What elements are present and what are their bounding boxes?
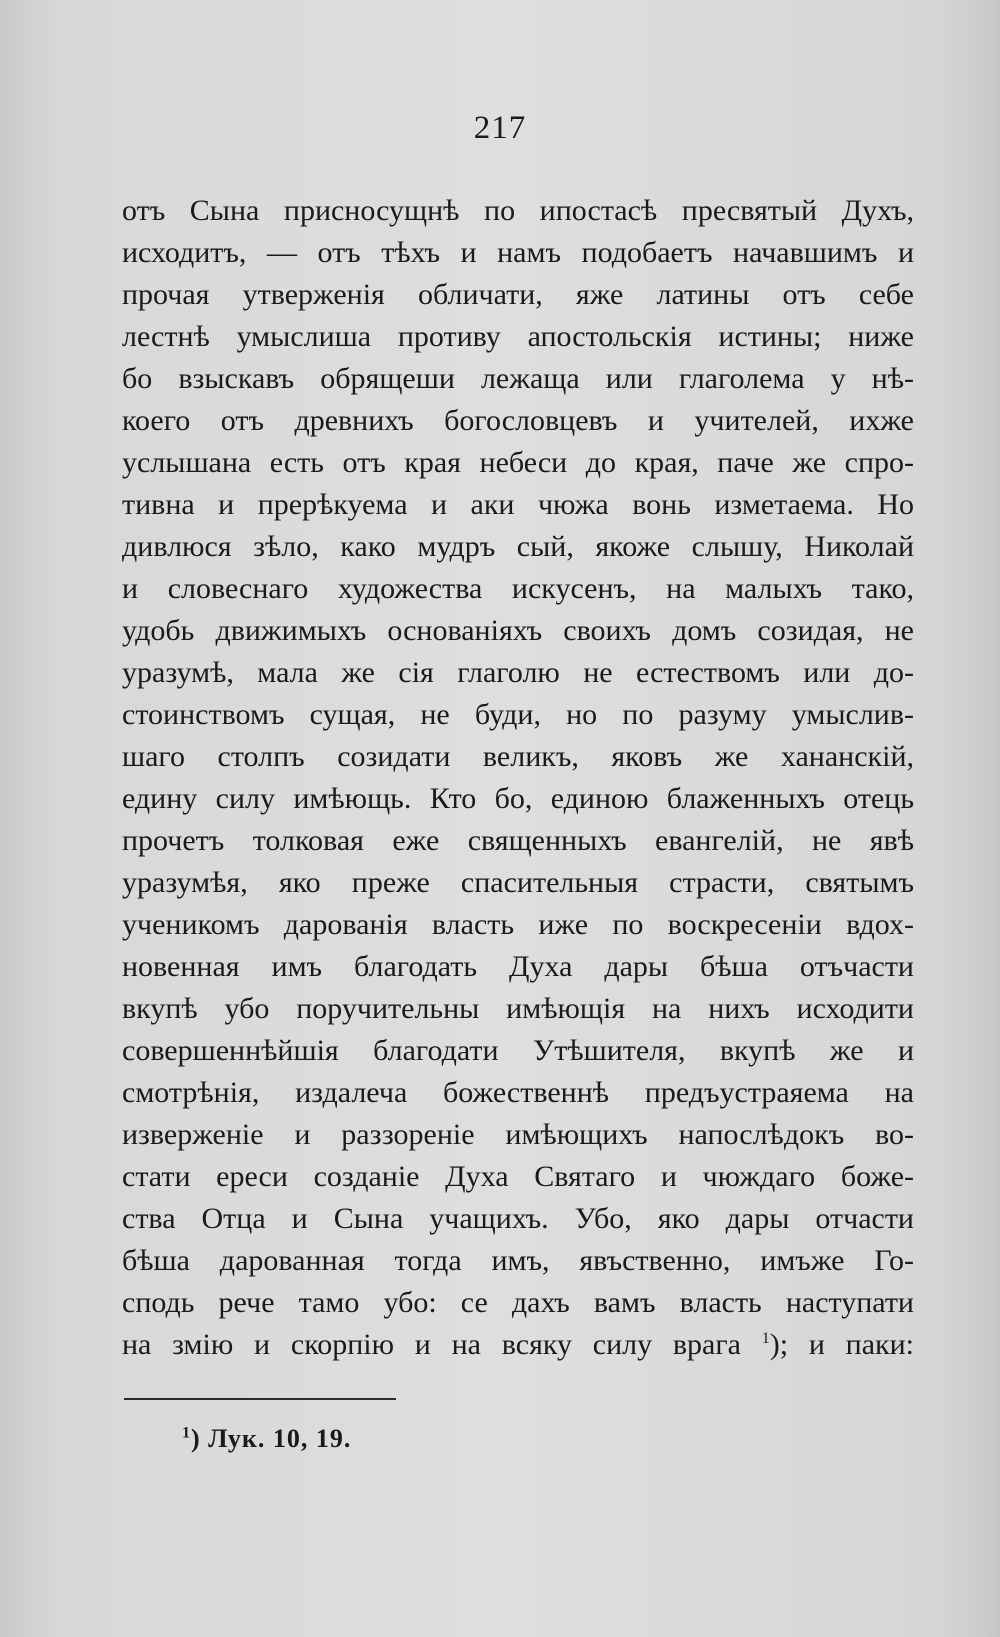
footnote-divider [124, 1398, 396, 1400]
text-line: шаго столпъ созидати великъ, яковъ же хананскій, [122, 740, 914, 773]
text-line: исходитъ, — отъ тѣхъ и намъ подобаетъ начавшимъ и [122, 236, 914, 269]
footnote-text: ) Лук. 10, 19. [191, 1424, 352, 1453]
text-line: вкупѣ убо поручительны имѣющія на нихъ исходити [122, 992, 914, 1025]
page-number: 217 [473, 110, 527, 146]
footnote-marker: 1 [182, 1424, 191, 1442]
text-line: смотрѣнія, издалеча божественнѣ предъустраяема на [122, 1076, 914, 1109]
text-line: тивна и прерѣкуема и аки чюжа вонь изметаема. Но [122, 488, 914, 521]
text-line: стоинствомъ сущая, не буди, но по разуму умыслив- [122, 698, 914, 731]
text-line: стати ереси созданіе Духа Святаго и чюждаго боже- [122, 1160, 914, 1193]
text-line: коего отъ древнихъ богословцевъ и учителей, ихже [122, 404, 914, 437]
text-line-last [122, 1324, 914, 1366]
footnote [182, 1422, 351, 1456]
text-line: услышана есть отъ края небеси до края, паче же спро- [122, 446, 914, 479]
text-line: уразумѣя, яко преже спасительныя страсти, святымъ [122, 866, 914, 899]
footnote-reference: 1 [761, 1330, 770, 1347]
text-line: едину силу имѣющь. Кто бо, единою блаженныхъ отець [122, 782, 914, 815]
text-line: изверженіе и раззореніе имѣющихъ напослѣдокъ во- [122, 1118, 914, 1151]
text-line: бо взыскавъ обрящеши лежаща или глаголема у нѣ- [122, 362, 914, 395]
text-line: ства Отца и Сына учащихъ. Убо, яко дары отчасти [122, 1202, 914, 1235]
last-line-end: ); и паки: [769, 1328, 915, 1361]
text-line: совершеннѣйшія благодати Утѣшителя, вкупѣ же и [122, 1034, 914, 1067]
text-line: сподь рече тамо убо: се дахъ вамъ власть наступати [122, 1286, 914, 1319]
text-line: прочая утверженія обличати, яже латины отъ себе [122, 278, 914, 311]
text-line: ученикомъ дарованія власть иже по воскресеніи вдох- [122, 908, 914, 941]
text-line: новенная имъ благодать Духа дары бѣша отъчасти [122, 950, 914, 983]
text-line: уразумѣ, мала же сія глаголю не естествомъ или до- [122, 656, 914, 689]
text-line: удобь движимыхъ основаніяхъ своихъ домъ созидая, не [122, 614, 914, 647]
text-line: прочетъ толковая еже священныхъ евангелій, не явѣ [122, 824, 914, 857]
text-line: дивлюся зѣло, како мудръ сый, якоже слышу, Николай [122, 530, 914, 563]
text-line: отъ Сына присносущнѣ по ипостасѣ пресвятый Духъ, [122, 194, 914, 227]
last-line-text: на змію и скорпію и на всяку силу врага [122, 1328, 741, 1361]
text-line: и словеснаго художества искусенъ, на малыхъ тако, [122, 572, 914, 605]
text-line: бѣша дарованная тогда имъ, явъственно, имъже Го- [122, 1244, 914, 1277]
body-text [122, 190, 914, 1366]
text-line: лестнѣ умыслиша противу апостольскія истины; ниже [122, 320, 914, 353]
